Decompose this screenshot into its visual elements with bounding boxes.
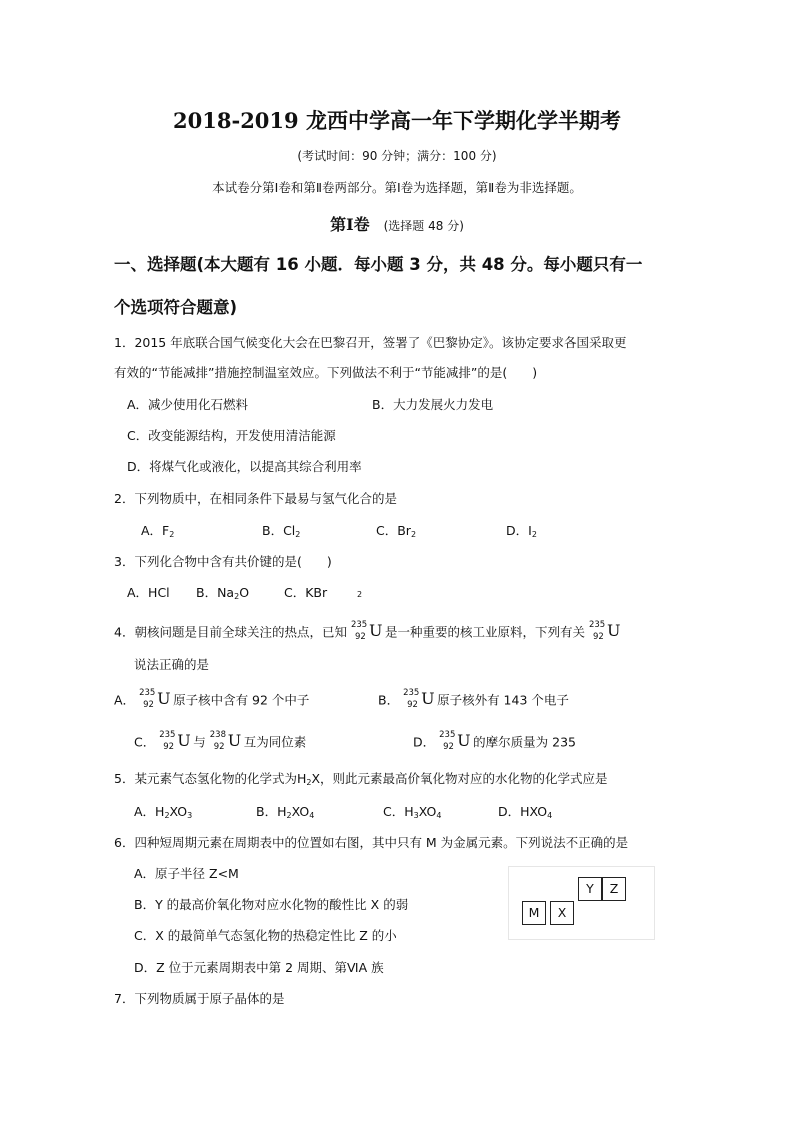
periodic-table-figure (508, 866, 655, 940)
u235-nuclide: 235 92 U (159, 730, 191, 752)
part-title: 第Ⅰ卷 (330, 215, 370, 234)
q6-option-a: A．原子半径 Z<M (134, 866, 239, 881)
q7-stem: 7．下列物质属于原子晶体的是 (114, 991, 285, 1006)
part-note: (选择题 48 分) (383, 219, 464, 233)
q3-option-d: 2 (357, 590, 363, 599)
q2-option-d: D．$I_2$ (506, 523, 537, 539)
q6-option-d: D．Z 位于元素周期表中第 2 周期、第ⅥA 族 (134, 960, 384, 975)
q2-option-a: A．$F_2$ (141, 523, 175, 539)
q5-option-c: C．$H_3XO_4$ (383, 804, 442, 820)
q2-option-b: B．$Cl_2$ (262, 523, 301, 539)
section-heading-line1: 一、选择题(本大题有 16 小题．每小题 3 分，共 48 分。每小题只有一 (114, 255, 643, 274)
element-cell-y: Y (578, 877, 602, 901)
u235-nuclide: 235 92 U (439, 730, 471, 752)
q1-option-a: A．减少使用化石燃料 (127, 397, 249, 412)
q6-option-c: C．X 的最简单气态氢化物的热稳定性比 Z 的小 (134, 928, 397, 943)
exam-title: 2018-2019 龙西中学高一年下学期化学半期考 (173, 108, 621, 133)
part-heading (0, 212, 794, 235)
q4-stem-line2: 说法正确的是 (134, 657, 210, 672)
q1-stem-line2: 有效的“节能减排”措施控制温室效应。下列做法不利于“节能减排”的是( ) (114, 365, 538, 380)
element-cell-m: M (522, 901, 546, 925)
exam-intro: 本试卷分第Ⅰ卷和第Ⅱ卷两部分。第Ⅰ卷为选择题，第Ⅱ卷为非选择题。 (212, 180, 582, 195)
q1-option-c: C．改变能源结构，开发使用清洁能源 (127, 428, 336, 443)
q1-option-b: B．大力发展火力发电 (372, 397, 494, 412)
q3-option-a: A．HCl (127, 585, 170, 600)
u235-nuclide: 235 92 U (350, 620, 383, 642)
element-cell-x: X (550, 901, 574, 925)
q1-option-d: D．将煤气化或液化，以提高其综合利用率 (127, 459, 362, 474)
q4-option-d: D． 235 92 U 的摩尔质量为 235 (413, 730, 576, 756)
q5-option-d: D．$HXO_4$ (498, 804, 553, 820)
q2-stem: 2．下列物质中，在相同条件下最易与氢气化合的是 (114, 491, 397, 506)
q6-stem: 6．四种短周期元素在周期表中的位置如右图，其中只有 M 为金属元素。下列说法不正确的是 (114, 835, 629, 850)
exam-info: (考试时间：90 分钟；满分：100 分) (297, 149, 497, 163)
section-heading-line2: 个选项符合题意) (114, 298, 238, 317)
q6-option-b: B．Y 的最高价氧化物对应水化物的酸性比 X 的弱 (134, 897, 409, 912)
q5-stem: 5．某元素气态氢化物的化学式为$H_2X$，则此元素最高价氧化物对应的水化物的化学式应是 (114, 771, 608, 787)
q5-option-b: B．$H_2XO_4$ (256, 804, 315, 820)
u235-nuclide: 235 92 U (139, 688, 171, 710)
q4-stem-line1: 4．朝核问题是目前全球关注的热点，已知 235 92 U 是一种重要的核工业原料，下列有关 235 92 U (114, 620, 623, 646)
element-cell-z: Z (602, 877, 626, 901)
q4-option-a: A． 235 92 U 原子核中含有 92 个中子 (114, 688, 309, 714)
q4-option-c: C． 235 92 U 与 238 92 U 互为同位素 (134, 730, 306, 756)
q1-stem-line1: 1．2015 年底联合国气候变化大会在巴黎召开，签署了《巴黎协定》。该协定要求各国采取更 (114, 335, 627, 350)
u238-nuclide: 238 92 U (209, 730, 242, 752)
q3-option-b: B．$Na_2O$ (196, 585, 250, 601)
q2-option-c: C．$Br_2$ (376, 523, 417, 539)
q4-option-b: B． 235 92 U 原子核外有 143 个电子 (378, 688, 569, 714)
u235-nuclide: 235 92 U (403, 688, 435, 710)
q3-stem: 3．下列化合物中含有共价键的是( ) (114, 554, 332, 569)
q5-option-a: A．$H_2XO_3$ (134, 804, 193, 820)
q3-option-c: C．KBr (284, 585, 328, 600)
u235-nuclide: 235 92 U (588, 620, 621, 642)
